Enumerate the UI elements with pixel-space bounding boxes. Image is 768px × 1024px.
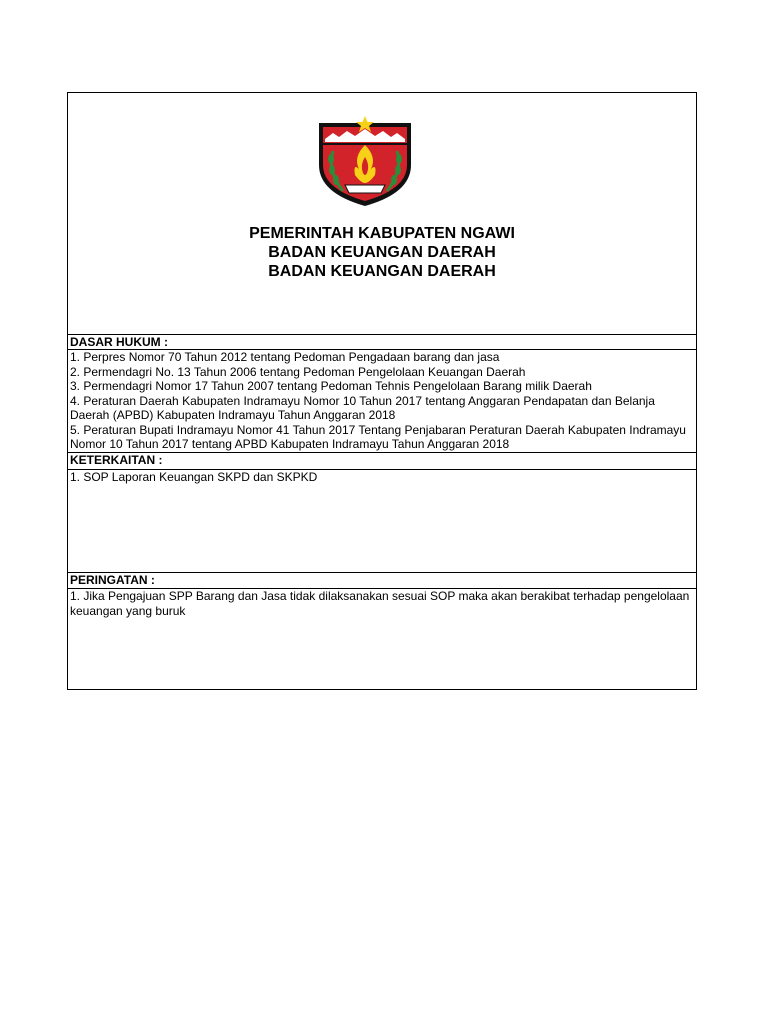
list-item: 5. Peraturan Bupati Indramayu Nomor 41 Tahun 2017 Tentang Penjabaran Peraturan Daerah Kabupaten Indramayu Nomor 10 Tahun 2017 tentang APBD Kabupaten Indramayu Tahun Anggaran 2018 <box>70 422 686 451</box>
dasar-hukum-label: DASAR HUKUM : <box>68 334 696 350</box>
dasar-hukum-content <box>68 349 696 453</box>
list-item: 4. Peraturan Daerah Kabupaten Indramayu Nomor 10 Tahun 2017 tentang Anggaran Pendapatan dan Belanja Daerah (APBD) Kabupaten Indramayu Tahun Anggaran 2018 <box>70 393 655 422</box>
peringatan-label: PERINGATAN : <box>68 572 696 590</box>
ngawi-regency-emblem <box>317 115 413 207</box>
document-header <box>68 93 696 334</box>
keterkaitan-content <box>68 469 696 573</box>
list-item: 3. Permendagri Nomor 17 Tahun 2007 tentang Pedoman Tehnis Pengelolaan Barang milik Daerah <box>70 379 592 393</box>
keterkaitan-label: KETERKAITAN : <box>68 452 696 470</box>
list-item: 1. Jika Pengajuan SPP Barang dan Jasa tidak dilaksanakan sesuai SOP maka akan berakibat terhadap pengelolaan keuangan yang buruk <box>70 589 690 618</box>
list-item: 1. SOP Laporan Keuangan SKPD dan SKPKD <box>70 470 318 484</box>
agency-title: BADAN KEUANGAN DAERAH <box>268 244 496 261</box>
header-titles <box>68 224 696 281</box>
agency-subtitle: BADAN KEUANGAN DAERAH <box>268 263 496 280</box>
list-item: 2. Permendagri No. 13 Tahun 2006 tentang Pedoman Pengelolaan Keuangan Daerah <box>70 364 526 379</box>
government-title: PEMERINTAH KABUPATEN NGAWI <box>249 225 515 242</box>
peringatan-content <box>68 588 696 691</box>
list-item: 1. Perpres Nomor 70 Tahun 2012 tentang Pedoman Pengadaan barang dan jasa <box>70 350 500 364</box>
sop-document <box>67 92 697 690</box>
